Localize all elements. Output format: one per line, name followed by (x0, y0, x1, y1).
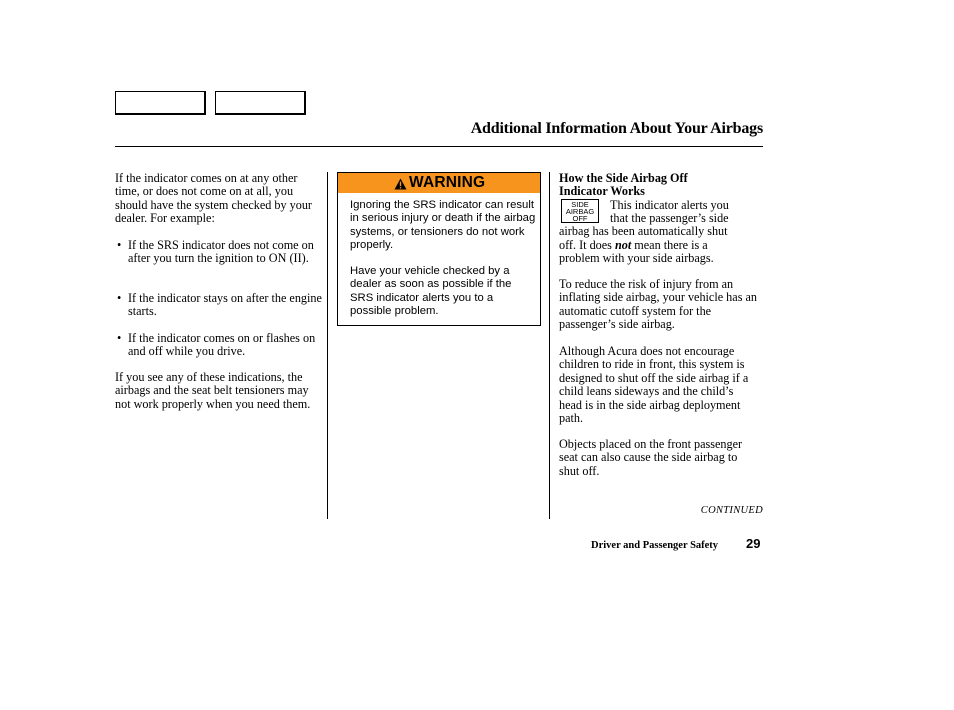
indicator-para-line-3: airbag has been automatically shut (559, 224, 728, 238)
child-safety-paragraph: Although Acura does not encourage children to ride in front, this system is designed to shut off the side airbag if a child leans sideways and the child’s head is in the side airbag deployment path. (559, 344, 749, 426)
section-heading (559, 172, 759, 199)
indicator-para-line-4-start: off. It does (559, 238, 612, 252)
section-heading-line-2: Indicator Works (559, 184, 645, 199)
bullet-text: If the indicator comes on or flashes on and off while you drive. (128, 331, 316, 359)
objects-paragraph: Objects placed on the front passenger seat can also cause the side airbag to shut off. (559, 437, 743, 478)
warning-header (338, 173, 540, 193)
bullet-dot: • (117, 291, 122, 305)
indicator-para-line-1: This indicator alerts you (610, 198, 729, 212)
indicator-para-line-2: that the passenger’s side (610, 211, 729, 225)
indicator-para-line-4-end: mean there is a (634, 238, 708, 252)
indicator-icon-line-3: OFF (572, 214, 588, 224)
warning-box (337, 172, 541, 326)
warning-paragraph-2: Have your vehicle checked by a dealer as soon as possible if the SRS indicator alerts you to a possible problem. (350, 265, 512, 318)
section-heading-line-1: How the Side Airbag Off (559, 171, 688, 185)
continued-label: CONTINUED (700, 505, 763, 516)
page-number: 29 (746, 536, 761, 551)
nav-tab-box-1[interactable] (115, 91, 206, 115)
bullet-dot: • (117, 331, 122, 345)
bullet-dot: • (117, 238, 122, 252)
left-intro-paragraph: If the indicator comes on at any other time, or does not come on at all, you should have the system checked by your dealer. For example: (115, 171, 312, 226)
indicator-icon-line-2: AIRBAG (565, 206, 595, 216)
bullet-text: If the SRS indicator does not come on after you turn the ignition to ON (II). (128, 238, 314, 266)
nav-tab-box-2[interactable] (215, 91, 306, 115)
page-title: Additional Information About Your Airbags (470, 120, 763, 137)
title-divider (115, 146, 763, 147)
bullet-text: If the indicator stays on after the engine starts. (128, 291, 322, 319)
warning-paragraph-1: Ignoring the SRS indicator can result in serious injury or death if the airbag systems, or tensioners do not work properly. (350, 199, 536, 252)
warning-triangle-icon (394, 178, 407, 190)
emphasis-not: not (614, 238, 632, 252)
cutoff-system-paragraph: To reduce the risk of injury from an inflating side airbag, your vehicle has an automatic cutoff system for the passenger’s side airbag. (559, 277, 757, 332)
footer-section-name: Driver and Passenger Safety (591, 540, 719, 551)
indicator-para-line-5: problem with your side airbags. (559, 251, 714, 265)
side-airbag-off-indicator-icon (561, 199, 599, 223)
warning-label: WARNING (409, 174, 486, 191)
column-divider-right (549, 172, 550, 519)
left-closing-paragraph: If you see any of these indications, the airbags and the seat belt tensioners may not work properly when you need them. (115, 370, 311, 411)
indicator-icon-line-1: SIDE (571, 199, 589, 209)
